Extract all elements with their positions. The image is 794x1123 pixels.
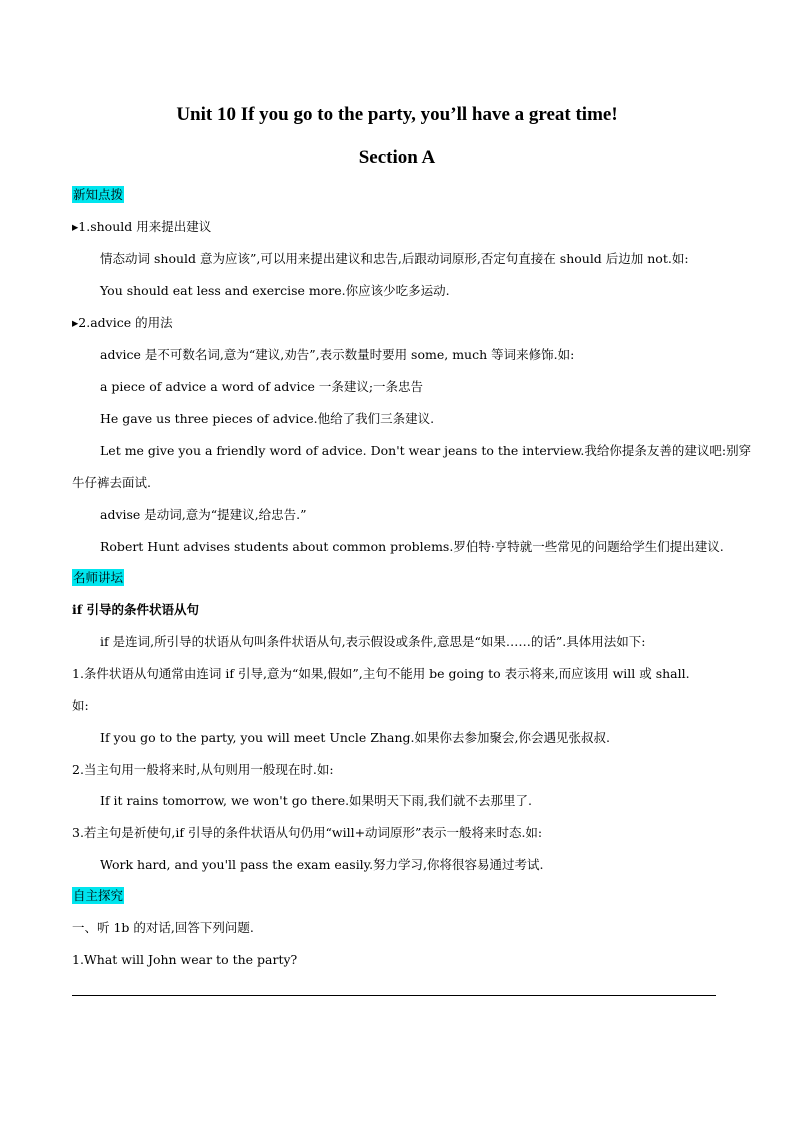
item-heading: ▸1.should 用来提出建议	[72, 219, 212, 234]
example-line: He gave us three pieces of advice.他给了我们三条建议.	[100, 411, 435, 426]
section-tag-new-knowledge	[72, 186, 124, 204]
example-line: Let me give you a friendly word of advice. Don't wear jeans to the interview.我给你提条友善的建议吧:别穿	[100, 443, 752, 458]
section-title: Section A	[358, 147, 436, 168]
paragraph-line: 1.条件状语从句通常由连词 if 引导,意为“如果,假如”,主句不能用 be going to 表示将来,而应该用 will 或 shall.	[72, 666, 690, 681]
paragraph-line: 2.当主句用一般将来时,从句则用一般现在时.如:	[72, 762, 334, 777]
example-line: 牛仔裤去面试.	[72, 475, 151, 490]
paragraph-line: advice 是不可数名词,意为“建议,劝告”,表示数量时要用 some, much 等词来修饰.如:	[100, 347, 575, 362]
tag-label: 名师讲坛	[73, 570, 124, 585]
paragraph-line: 3.若主句是祈使句,if 引导的条件状语从句仍用“will+动词原形”表示一般将来时态.如:	[72, 825, 543, 840]
example-line: If it rains tomorrow, we won't go there.如果明天下雨,我们就不去那里了.	[100, 793, 533, 808]
example-line: If you go to the party, you will meet Uncle Zhang.如果你去参加聚会,你会遇见张叔叔.	[100, 730, 610, 745]
section-tag-self-study	[72, 887, 124, 905]
answer-line[interactable]	[72, 995, 716, 996]
tag-label: 新知点拨	[73, 187, 124, 202]
grammar-heading: if 引导的条件状语从句	[72, 602, 199, 617]
example-line: a piece of advice a word of advice 一条建议;一条忠告	[100, 379, 424, 394]
item-heading: ▸2.advice 的用法	[72, 315, 173, 330]
document-title: Unit 10 If you go to the party, you’ll have a great time!	[176, 104, 618, 125]
paragraph-line: 情态动词 should 意为应该”,可以用来提出建议和忠告,后跟动词原形,否定句直接在 should 后边加 not.如:	[100, 251, 689, 266]
example-line: Work hard, and you'll pass the exam easily.努力学习,你将很容易通过考试.	[100, 857, 544, 872]
paragraph-line: 如:	[72, 698, 89, 713]
example-line: Robert Hunt advises students about common problems.罗伯特·亨特就一些常见的问题给学生们提出建议.	[100, 539, 724, 554]
paragraph-line: if 是连词,所引导的状语从句叫条件状语从句,表示假设或条件,意思是“如果……的话”.具体用法如下:	[100, 634, 646, 649]
example-line: You should eat less and exercise more.你应该少吃多运动.	[100, 283, 450, 298]
exercise-question: 1.What will John wear to the party?	[72, 952, 298, 967]
paragraph-line: advise 是动词,意为“提建议,给忠告.”	[100, 507, 307, 522]
exercise-instruction: 一、听 1b 的对话,回答下列问题.	[72, 920, 254, 935]
tag-label: 自主探究	[73, 888, 124, 903]
section-tag-teacher-talk	[72, 569, 124, 587]
